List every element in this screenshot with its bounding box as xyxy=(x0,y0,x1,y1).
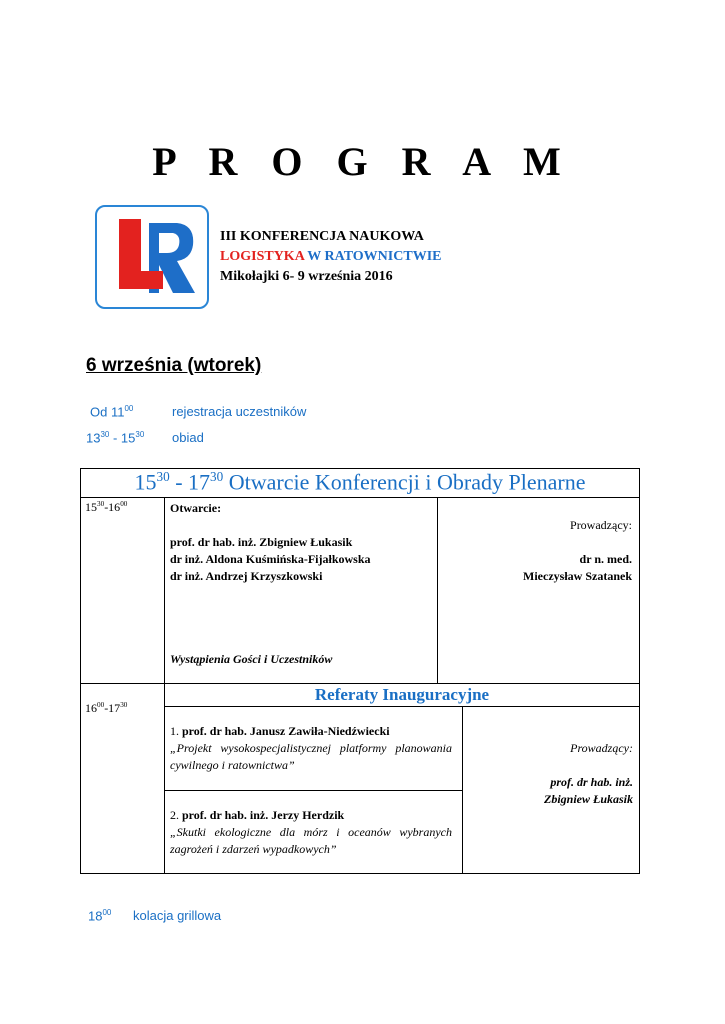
talk-title: „Projekt wysokospecjalistycznej platformy planowania cywilnego i ratownictwa” xyxy=(170,741,452,772)
conference-line1: III KONFERENCJA NAUKOWA xyxy=(220,229,424,244)
talk-title: „Skutki ekologiczne dla mórz i oceanów wybranych zagrożeń i zdarzeń wypadkowych” xyxy=(170,825,452,856)
block1-guests: Wystąpienia Gości i Uczestników xyxy=(170,652,333,666)
session-header: $15^{30} - 17^{30}$ Otwarcie Konferencji i Obrady Plenarne xyxy=(134,469,586,495)
block1-heading: Otwarcie: xyxy=(170,501,222,515)
talk-item xyxy=(170,723,452,774)
conference-line2 xyxy=(220,247,441,267)
block1-speakers xyxy=(170,534,371,585)
block2-chair-line1: prof. dr hab. inż. xyxy=(550,775,633,789)
talk-number: 1. xyxy=(170,724,179,738)
block2-heading: Referaty Inauguracyjne xyxy=(314,685,490,704)
conference-line2-blue: W RATOWNICTWIE xyxy=(307,249,442,264)
talk-author: prof. dr hab. inż. Jerzy Herdzik xyxy=(182,808,345,822)
block2-chair-label: Prowadzący: xyxy=(570,741,633,755)
schedule-item-lunch-time: $13^{30} - 15^{30}$ xyxy=(86,430,145,446)
conference-line3: Mikołajki 6- 9 września 2016 xyxy=(220,269,393,284)
block1-chair-label: Prowadzący: xyxy=(570,518,632,532)
schedule-item-dinner-time: $18^{00}$ xyxy=(88,908,112,924)
block1-chair-line2: Mieczysław Szatanek xyxy=(523,569,632,583)
conference-logo xyxy=(95,205,209,309)
speaker: prof. dr hab. inż. Zbigniew Łukasik xyxy=(170,535,353,549)
schedule-item-registration-label: rejestracja uczestników xyxy=(172,404,307,419)
speaker: dr inż. Andrzej Krzyszkowski xyxy=(170,569,323,583)
block1-time: $15^{30}-16^{00}$ xyxy=(85,500,128,514)
schedule-item-dinner-label: kolacja grillowa xyxy=(133,908,222,923)
day-heading: 6 września (wtorek) xyxy=(86,355,262,376)
conference-line2-red: LOGISTYKA xyxy=(220,249,305,264)
schedule-item-registration-time: Od $11^{00}$ xyxy=(90,404,134,420)
conference-info xyxy=(220,227,441,287)
speaker: dr inż. Aldona Kuśmińska-Fijałkowska xyxy=(170,552,371,566)
block2-chair-line2: Zbigniew Łukasik xyxy=(543,792,633,806)
schedule-item-lunch-label: obiad xyxy=(172,430,204,445)
block2-time: $16^{00}-17^{30}$ xyxy=(85,701,128,715)
talk-author: prof. dr hab. Janusz Zawiła-Niedźwiecki xyxy=(182,724,390,738)
talk-item xyxy=(170,807,452,858)
page-title: P R O G R A M xyxy=(152,139,573,184)
logo-lr-icon xyxy=(97,207,207,307)
talk-number: 2. xyxy=(170,808,179,822)
block1-chair-line1: dr n. med. xyxy=(579,552,632,566)
